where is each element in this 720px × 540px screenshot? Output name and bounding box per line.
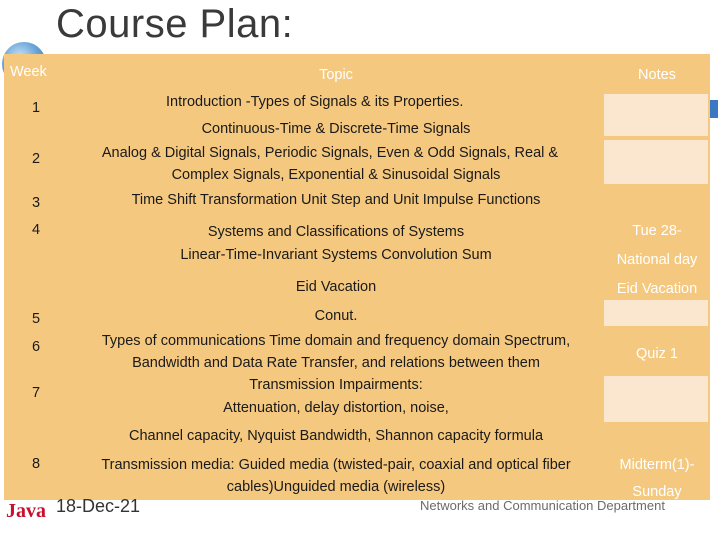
week-number: 8 (32, 456, 41, 472)
topic-text: Linear-Time-Invariant Systems Convolution Sum (180, 247, 492, 263)
topic-text: Time Shift Transformation Unit Step and Unit Impulse Functions (131, 192, 541, 208)
page-title: Course Plan: (56, 2, 294, 46)
note-text: Sunday (632, 484, 682, 500)
week-number: 3 (32, 195, 41, 211)
topic-text: Conut. (314, 308, 358, 324)
topic-text: cables)Unguided media (wireless) (226, 479, 446, 495)
notes-cell-week5 (604, 300, 708, 326)
footer-date: 18-Dec-21 (56, 496, 141, 516)
note-text: Eid Vacation (616, 281, 698, 297)
week-number: 4 (32, 222, 41, 238)
topic-text: Continuous-Time & Discrete-Time Signals (201, 121, 471, 137)
note-text: Quiz 1 (636, 346, 678, 362)
note-text: National day (616, 252, 698, 268)
topic-text: Transmission Impairments: (249, 377, 423, 393)
week-number: 7 (32, 385, 41, 401)
notes-cell-week2 (604, 140, 708, 184)
note-text: Tue 28- (632, 223, 682, 239)
topic-text: Systems and Classifications of Systems (207, 224, 465, 240)
topic-text: Types of communications Time domain and frequency domain Spectrum, (101, 333, 571, 349)
week-number: 1 (32, 100, 41, 116)
note-text: Midterm(1)- (619, 457, 695, 473)
week-number: 2 (32, 151, 41, 167)
week-number: 6 (32, 339, 41, 355)
footer-department: Networks and Communication Department (420, 498, 665, 513)
notes-cell-week1 (604, 94, 708, 136)
header-topic: Topic (319, 67, 353, 83)
topic-text: Introduction -Types of Signals & its Properties. (166, 94, 464, 110)
topic-text: Analog & Digital Signals, Periodic Signals, Even & Odd Signals, Real & (101, 145, 559, 161)
java-logo: Java (6, 500, 46, 522)
topic-text: Transmission media: Guided media (twisted-pair, coaxial and optical fiber (101, 457, 571, 473)
topic-text: Bandwidth and Data Rate Transfer, and relations between them (132, 355, 540, 371)
side-marker (710, 100, 718, 118)
topic-text: Complex Signals, Exponential & Sinusoidal Signals (171, 167, 501, 183)
topic-text: Channel capacity, Nyquist Bandwidth, Shannon capacity formula (128, 428, 544, 444)
topic-text: Attenuation, delay distortion, noise, (223, 400, 449, 416)
topic-text: Eid Vacation (295, 279, 377, 295)
notes-cell-week7 (604, 376, 708, 422)
header-notes: Notes (638, 67, 676, 83)
header-week: Week (10, 64, 47, 80)
week-number: 5 (32, 311, 41, 327)
